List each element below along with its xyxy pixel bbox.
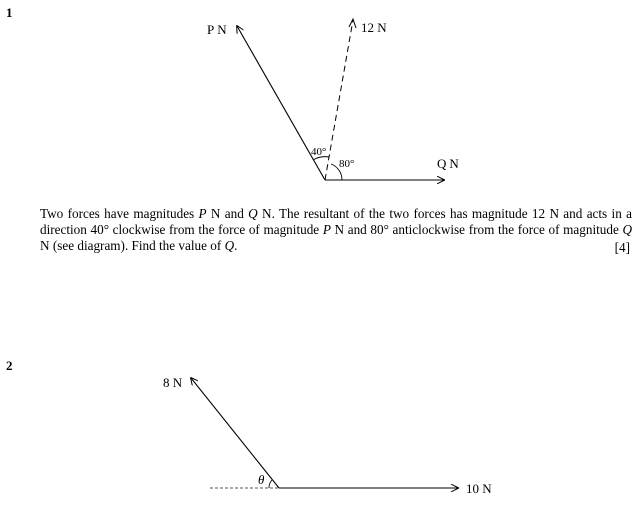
question-1-marks: [4] <box>614 240 630 255</box>
label-q-n: Q N <box>437 156 459 171</box>
question-1-text: Two forces have magnitudes P N and Q N. The resultant of the two forces has magnitude 12 N and acts in a direction 40° clockwise from the force of magnitude P N and 80° anticlockwise from the force of magnitude Q N (see diagram). Find the value of Q. <box>40 206 632 253</box>
label-angle-40: 40° <box>311 146 327 158</box>
label-theta: θ <box>258 472 265 487</box>
label-p-n: P N <box>207 22 227 37</box>
angle-theta-arc <box>269 480 272 488</box>
label-8n: 8 N <box>163 375 183 390</box>
force-8n-arrow <box>191 378 279 488</box>
label-12n: 12 N <box>361 20 387 35</box>
question-1-number: 1 <box>6 5 13 20</box>
label-angle-80: 80° <box>339 158 355 170</box>
label-10n: 10 N <box>466 481 492 496</box>
question-2-number: 2 <box>6 358 13 373</box>
